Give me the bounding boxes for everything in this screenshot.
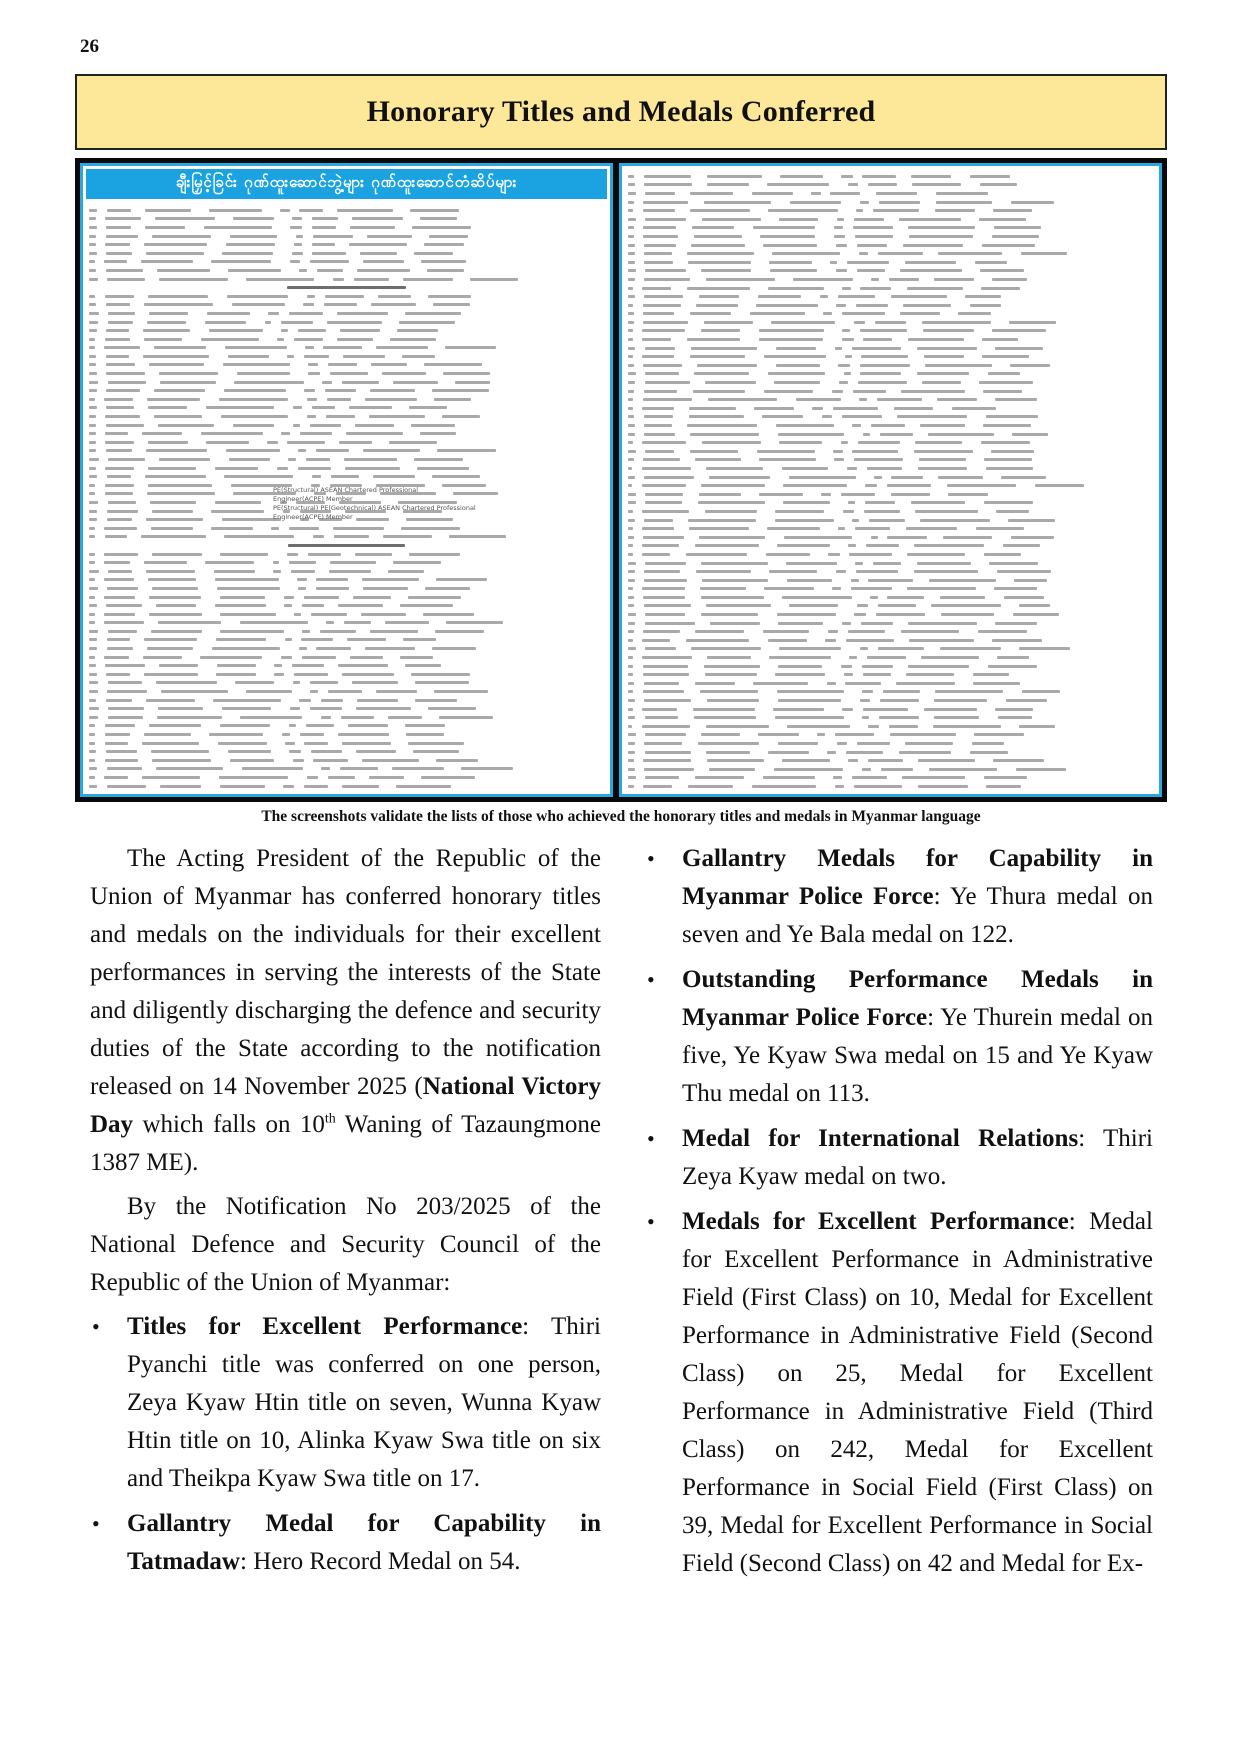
list-row-texture [628,413,1153,422]
list-row-texture [628,559,1153,568]
list-row-texture [89,429,604,438]
list-row-texture [628,275,1153,284]
list-row-texture [89,275,604,284]
list-row-texture [89,283,604,292]
list-row-texture [628,713,1153,722]
list-row-texture [628,679,1153,688]
list-row-texture [89,687,604,696]
list-row-texture [89,386,604,395]
list-row-texture [628,593,1153,602]
list-row-texture [628,404,1153,413]
list-row-texture [628,352,1153,361]
list-row-texture [89,412,604,421]
list-row-texture [89,421,604,430]
list-row-texture [628,662,1153,671]
screenshot-figure [75,158,1167,802]
list-row-texture [89,292,604,301]
list-row-texture [628,249,1153,258]
list-row-texture [89,627,604,636]
intro-paragraph: The Acting President of the Republic of the Union of Myanmar has conferred honorary titles and medals on the individuals for their excellent performances in serving the interests of the State and diligently discharging the defence and security duties of the State according to the notification released on 14 November 2025 (National Victory Day which falls on 10th Waning of Tazaungmone 1387 ME). [90,845,601,1176]
list-row-texture [628,181,1153,190]
list-row-texture [628,301,1153,310]
list-row-texture [628,430,1153,439]
list-row-texture [89,249,604,258]
section-title: Honorary Titles and Medals Conferred [366,95,876,128]
award-list-left [90,1308,601,1581]
award-item: • Gallantry Medals for Capability in Myanmar Police Force: Ye Thura medal on seven and Ye Bala medal on 122. [645,840,1153,954]
english-fragment: PE(Structural) PE(Geotechnical) ASEAN Chartered Professional [273,504,476,512]
award-list-right [645,840,1153,1583]
list-row-texture [89,670,604,679]
list-row-texture [89,524,604,533]
award-item: • Medals for Excellent Performance: Medal for Excellent Performance in Administrative Field (First Class) on 10, Medal for Excellent Performance in Administrative Field (Second Class) on 25, Medal for Excellent Performance in Administrative Field (Third Class) on 242, Medal for Excellent Performance in Social Field (First Class) on 39, Medal for Excellent Performance in Social Field (Second Class) on 42 and Medal for Ex- [645,1203,1153,1583]
list-row-texture [89,472,604,481]
list-row-texture [628,258,1153,267]
award-item: • Gallantry Medal for Capability in Tatmadaw: Hero Record Medal on 54. [90,1505,601,1581]
list-row-texture [89,679,604,688]
list-row-texture [89,438,604,447]
list-row-texture [89,636,604,645]
english-fragment: PE(Structural) ASEAN Chartered Professional [273,486,419,494]
list-row-texture [628,731,1153,740]
list-row-texture [89,301,604,310]
list-row-texture [89,447,604,456]
list-row-texture [89,455,604,464]
list-row-texture [628,215,1153,224]
list-row-texture [89,395,604,404]
list-row-texture [89,344,604,353]
screenshot-left-panel [80,163,613,797]
figure-caption: The screenshots validate the lists of those who achieved the honorary titles and medals in Myanmar language [261,808,981,825]
list-row-texture [628,327,1153,336]
list-row-texture [89,722,604,731]
list-row-texture [89,765,604,774]
notification-paragraph: By the Notification No 203/2025 of the National Defence and Security Council of the Republic of the Union of Myanmar: [90,1193,601,1296]
list-row-texture [89,756,604,765]
list-row-texture [89,601,604,610]
list-row-texture [628,516,1153,525]
list-row-texture [628,636,1153,645]
list-row-texture [628,310,1153,319]
list-row-texture [628,533,1153,542]
list-row-texture [628,267,1153,276]
list-row-texture [89,206,604,215]
list-row-texture [628,782,1153,791]
list-row-texture [89,258,604,267]
list-row-texture [628,172,1153,181]
list-row-texture [628,576,1153,585]
list-row-texture [89,404,604,413]
list-row-texture [628,627,1153,636]
list-row-texture [89,352,604,361]
list-row-texture [628,395,1153,404]
list-row-texture [628,756,1153,765]
list-row-texture [628,206,1153,215]
list-row-texture [89,644,604,653]
list-row-texture [89,378,604,387]
list-row-texture [89,215,604,224]
section-title-box [75,74,1167,150]
award-item: • Outstanding Performance Medals in Myanmar Police Force: Ye Thurein medal on five, Ye Kyaw Swa medal on 15 and Ye Kyaw Thu medal on 113. [645,961,1153,1113]
list-row-texture [89,223,604,232]
list-row-texture [89,567,604,576]
list-row-texture [89,240,604,249]
list-row-texture [89,653,604,662]
list-row-texture [89,464,604,473]
list-row-texture [89,361,604,370]
list-row-texture [89,309,604,318]
list-row-texture [628,232,1153,241]
list-row-texture [628,292,1153,301]
list-row-texture [628,447,1153,456]
list-row-texture [89,747,604,756]
list-row-texture [628,670,1153,679]
list-row-texture [628,421,1153,430]
list-row-texture [628,241,1153,250]
article-column-left [90,840,601,1588]
list-row-texture [628,705,1153,714]
list-row-texture [628,653,1153,662]
list-row-texture [628,456,1153,465]
list-row-texture [628,335,1153,344]
screenshot-right-rows [628,172,1153,788]
list-row-texture [628,490,1153,499]
list-row-texture [628,619,1153,628]
list-row-texture [89,704,604,713]
list-row-texture [89,558,604,567]
english-fragment: Engineer(ACPE) Member [273,495,353,503]
list-row-texture [89,318,604,327]
list-row-texture [628,696,1153,705]
list-row-texture [89,584,604,593]
list-row-texture [89,782,604,791]
list-row-texture [628,550,1153,559]
award-item: • Medal for International Relations: Thiri Zeya Kyaw medal on two. [645,1120,1153,1196]
award-item: • Titles for Excellent Performance: Thiri Pyanchi title was conferred on one person, Zeya Kyaw Htin title on seven, Wunna Kyaw Htin title on 10, Alinka Kyaw Swa title on six and Theikpa Kyaw Swa title on 17. [90,1308,601,1498]
list-row-texture [628,387,1153,396]
list-row-texture [628,198,1153,207]
list-row-texture [628,602,1153,611]
list-row-texture [628,585,1153,594]
english-fragment: Engineer(ACPE) Member [273,513,353,521]
list-row-texture [89,326,604,335]
list-row-texture [628,224,1153,233]
list-row-texture [628,739,1153,748]
list-row-texture [628,481,1153,490]
list-row-texture [628,370,1153,379]
list-row-texture [89,550,604,559]
list-row-texture [628,344,1153,353]
list-row-texture [628,688,1153,697]
screenshot-right-panel [619,163,1162,797]
list-row-texture [628,473,1153,482]
list-row-texture [89,593,604,602]
list-row-texture [628,318,1153,327]
list-row-texture [89,533,604,542]
list-row-texture [628,361,1153,370]
list-row-texture [89,541,604,550]
list-row-texture [628,524,1153,533]
list-row-texture [628,499,1153,508]
list-row-texture [89,266,604,275]
article-column-right [645,840,1153,1590]
page-number: 26 [80,36,99,57]
list-row-texture [628,722,1153,731]
list-row-texture [628,507,1153,516]
list-row-texture [628,774,1153,783]
list-row-texture [628,765,1153,774]
list-row-texture [89,232,604,241]
list-row-texture [628,284,1153,293]
list-row-texture [89,713,604,722]
list-row-texture [628,542,1153,551]
list-row-texture [89,576,604,585]
list-row-texture [628,378,1153,387]
list-row-texture [628,748,1153,757]
list-row-texture [628,645,1153,654]
screenshot-banner: ချီးမြှင့်ခြင်း ဂုဏ်ထူးဆောင်ဘွဲ့များ ဂုဏ်ထူးဆောင်တံဆိပ်များ [86,169,607,199]
list-row-texture [628,189,1153,198]
list-row-texture [89,730,604,739]
list-row-texture [89,610,604,619]
list-row-texture [628,567,1153,576]
list-row-texture [89,661,604,670]
list-row-texture [89,739,604,748]
list-row-texture [628,438,1153,447]
list-row-texture [89,773,604,782]
list-row-texture [628,610,1153,619]
list-row-texture [628,464,1153,473]
list-row-texture [89,696,604,705]
list-row-texture [89,335,604,344]
list-row-texture [89,369,604,378]
list-row-texture [89,619,604,628]
